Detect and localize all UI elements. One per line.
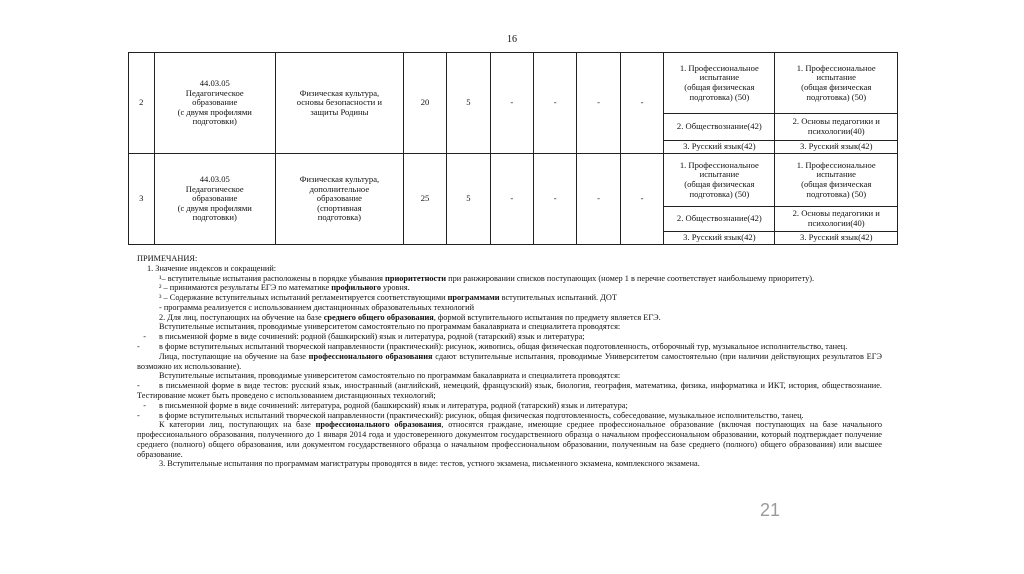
exam-cell: 2. Основы педагогики и психологии(40) xyxy=(775,207,898,232)
count-cell: 5 xyxy=(447,154,490,245)
exam-cell: 1. Профессиональное испытание (общая физическая подготовка) (50) xyxy=(664,154,775,207)
note-paragraph: К категории лиц, поступающих на базе профессионального образования, относятся граждане, имеющие среднее профессиональное образование (включая поступающих на базе начального профессионального образования, полученного до 1 января 2014 года и удостоверенного документом государственного образца о начальном профессиональном образовании, который подтверждает получение среднего (полного) общего образования, или документом государственного образца о начальном профессиональном образовании, полученным на базе среднего (полного) общего образования) или высшее образование. xyxy=(137,420,882,459)
exam-cell: 2. Основы педагогики и психологии(40) xyxy=(775,114,898,141)
exam-cell: 2. Обществознание(42) xyxy=(664,207,775,232)
count-cell: - xyxy=(490,53,533,154)
count-cell: - xyxy=(577,53,620,154)
table-row xyxy=(129,53,898,114)
count-cell: - xyxy=(620,53,663,154)
note-paragraph: 3. Вступительные испытания по программам магистратуры проводятся в виде: тестов, устного экзамена, письменного экзамена, комплексного экзамена. xyxy=(159,459,700,469)
count-cell: 20 xyxy=(403,53,446,154)
count-cell: 25 xyxy=(403,154,446,245)
exam-cell: 3. Русский язык(42) xyxy=(775,141,898,154)
count-cell: - xyxy=(534,53,577,154)
exam-cell: 3. Русский язык(42) xyxy=(775,232,898,245)
count-cell: - xyxy=(620,154,663,245)
note-bullet: - в письменной форме в виде сочинений: литература, родной (башкирский) язык и литература, родной (татарский) язык и литература; xyxy=(137,400,628,410)
admission-table xyxy=(128,52,898,245)
count-cell: - xyxy=(577,154,620,245)
program-code-cell: 44.03.05 Педагогическое образование (с двумя профилями подготовки) xyxy=(154,154,275,245)
count-cell: - xyxy=(490,154,533,245)
program-code-cell: 44.03.05 Педагогическое образование (с двумя профилями подготовки) xyxy=(154,53,275,154)
count-cell: - xyxy=(534,154,577,245)
note-paragraph: ³ – Содержание вступительных испытаний регламентируется соответствующими программами вступительных испытаний. ДОТ xyxy=(159,293,617,303)
exam-cell: 1. Профессиональное испытание (общая физическая подготовка) (50) xyxy=(775,154,898,207)
note-bullet: - в форме вступительных испытаний творческой направленности (практический): рисунок, живопись, общая физическая подготовленность, отборочный тур, музыкальное исполнительство, танец. xyxy=(137,342,848,352)
note-bullet: - в письменной форме в виде сочинений: родной (башкирский) язык и литература, родной (татарский) язык и литература; xyxy=(137,332,585,342)
specialization-cell: Физическая культура, основы безопасности и защиты Родины xyxy=(275,53,403,154)
exam-cell: 2. Обществознание(42) xyxy=(664,114,775,141)
exam-cell: 1. Профессиональное испытание (общая физическая подготовка) (50) xyxy=(775,53,898,114)
notes-heading: ПРИМЕЧАНИЯ: xyxy=(137,254,198,263)
note-paragraph: - программа реализуется с использованием дистанционных образовательных технологий xyxy=(159,302,475,312)
exam-cell: 1. Профессиональное испытание (общая физическая подготовка) (50) xyxy=(664,53,775,114)
note-paragraph: ² – принимаются результаты ЕГЭ по математике профильного уровня. xyxy=(159,283,410,293)
row-number: 3 xyxy=(129,154,155,245)
exam-cell: 3. Русский язык(42) xyxy=(664,141,775,154)
table-row xyxy=(129,154,898,207)
slide-number: 21 xyxy=(760,500,781,520)
note-paragraph: ¹– вступительные испытания расположены в порядке убывания приоритетности при ранжировании списков поступающих (номер 1 в перечне соответствует наибольшему приоритету). xyxy=(159,273,815,283)
note-paragraph: Лица, поступающие на обучение на базе профессионального образования сдают вступительные испытания, проводимые Университетом самостоятельно (при наличии действующих результатов ЕГЭ возможно их использование). xyxy=(137,351,882,371)
specialization-cell: Физическая культура, дополнительное образование (спортивная подготовка) xyxy=(275,154,403,245)
note-paragraph: Вступительные испытания, проводимые университетом самостоятельно по программам бакалавриата и специалитета проводятся: xyxy=(159,322,621,332)
note-paragraph: 2. Для лиц, поступающих на обучение на базе среднего общего образования, формой вступительного испытания по предмету является ЕГЭ. xyxy=(159,312,661,322)
exam-cell: 3. Русский язык(42) xyxy=(664,232,775,245)
row-number: 2 xyxy=(129,53,155,154)
note-paragraph: Вступительные испытания, проводимые университетом самостоятельно по программам бакалавриата и специалитета проводятся: xyxy=(159,371,621,381)
note-bullet: - в форме вступительных испытаний творческой направленности (практический): рисунок, общая физическая подготовленность, собеседование, музыкальное исполнительство, танец. xyxy=(137,410,804,420)
note-bullet: - в письменной форме в виде тестов: русский язык, иностранный (английский, немецкий, французский) язык, биология, география, математика, физика, информатика и ИКТ, история, обществознание. Тестирование может быть проведено с использованием дистанционных технологий; xyxy=(137,381,882,400)
note-item: 1. Значение индексов и сокращений: xyxy=(147,263,277,273)
count-cell: 5 xyxy=(447,53,490,154)
notes-section xyxy=(137,254,882,469)
page-number: 16 xyxy=(507,34,517,45)
